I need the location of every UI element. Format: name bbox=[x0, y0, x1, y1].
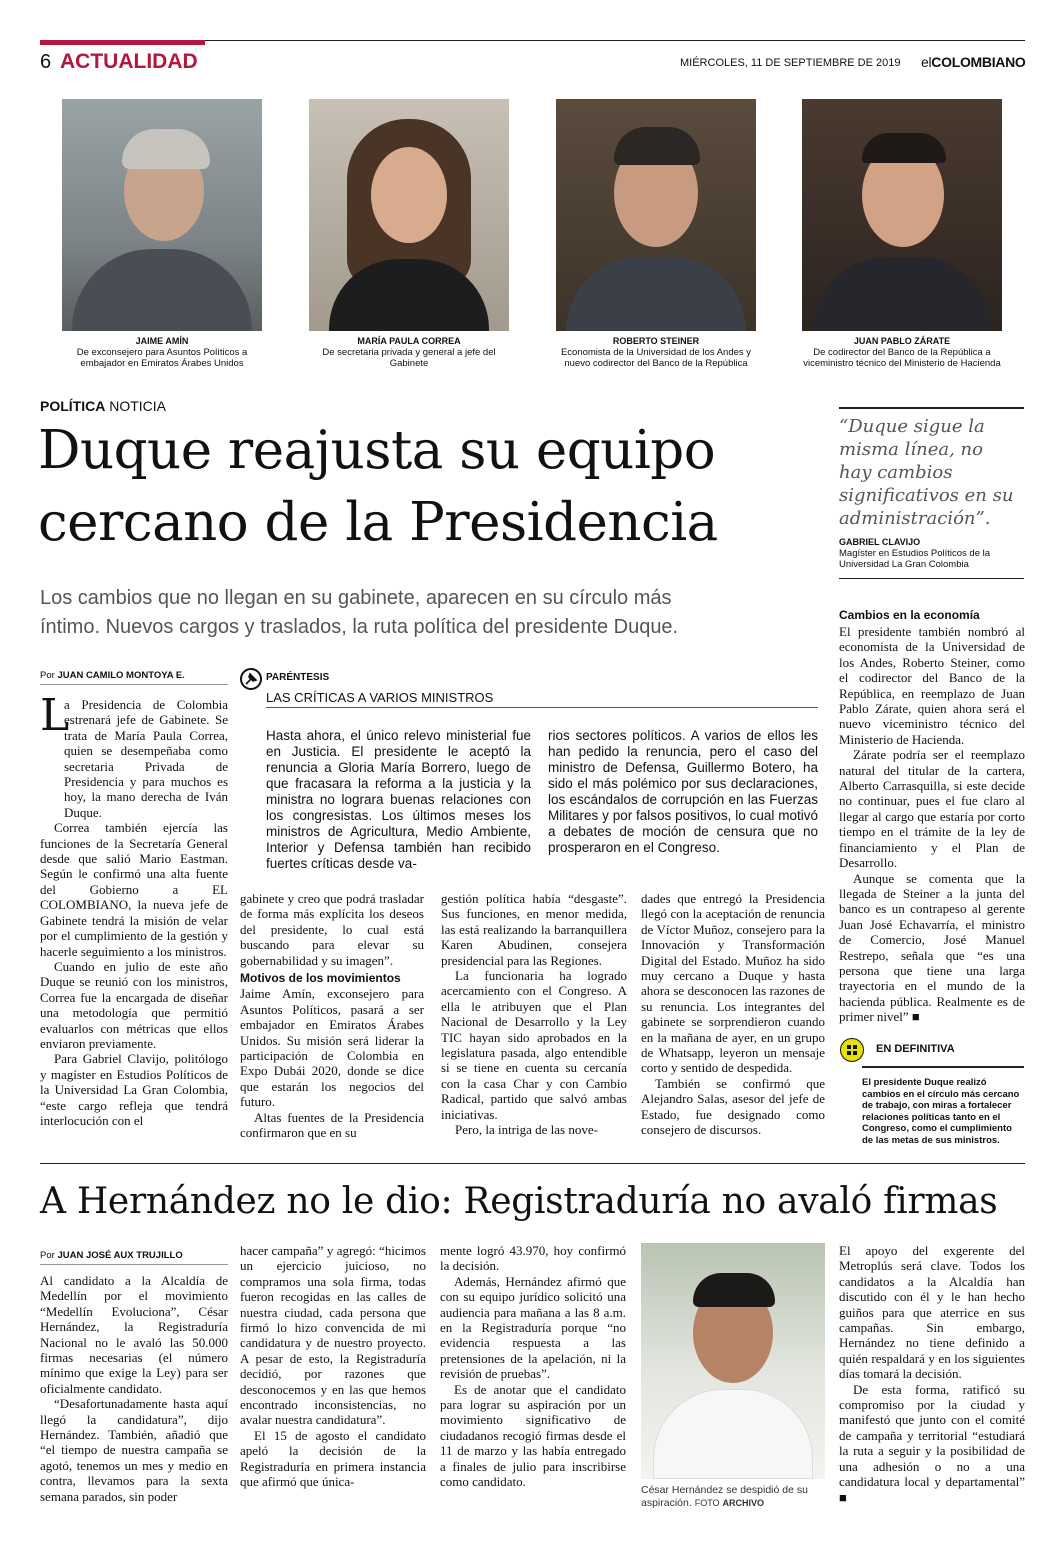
article2-headline: A Hernández no le dio: Registraduría no avaló firmas bbox=[40, 1181, 998, 1222]
kicker-section: POLÍTICA bbox=[40, 398, 106, 414]
article2-paragraph: El apoyo del exgerente del Metroplús será clave. Todos los candidatos a la Alcaldía han discutido con él y le han hecho guiños para que aterrice en sus campañas. Sin embargo, Hernández no tiene definido a quién respaldará y en los siguientes días tomará la decisión. bbox=[839, 1243, 1025, 1382]
article1-paragraph: gestión política había “desgaste”. Sus funciones, en menor medida, las está realizando la barranquillera Karen Abudinen, consejera presidencial para las Regiones. bbox=[441, 891, 627, 968]
article1-paragraph: Jaime Amín, exconsejero para Asuntos Políticos, pasará a ser embajador en Emiratos Árabes Unidos. Su misión será liderar la participación de Colombia en Expo Dubái 2020, donde se dice que estarán los negocios del futuro. bbox=[240, 986, 424, 1110]
byline-rule bbox=[40, 684, 228, 685]
portrait-name-jaime-amin: JAIME AMÍN bbox=[135, 336, 189, 346]
quote-bottom-rule bbox=[839, 578, 1024, 579]
parentesis-title-rule bbox=[266, 707, 818, 708]
deck-line-1: Los cambios que no llegan en su gabinete, aparecen en su círculo más bbox=[40, 587, 672, 609]
article-divider bbox=[40, 1163, 1025, 1164]
candidate-hair bbox=[693, 1273, 775, 1307]
candidate-shirt bbox=[653, 1389, 813, 1479]
portrait-face bbox=[371, 147, 447, 243]
portrait-caption-jaime-amin: De exconsejero para Asuntos Políticos a embajador en Emiratos Árabes Unidos bbox=[76, 347, 248, 369]
article1-column-2 bbox=[240, 891, 424, 1141]
definitiva-text: El presidente Duque realizó cambios en el círculo más cercano de trabajo, con miras a fortalecer relaciones políticas tanto en el Congreso, como el cumplimiento de las metas de sus ministros. bbox=[862, 1077, 1020, 1146]
article2-paragraph: mente logró 43.970, hoy confirmó la decisión. bbox=[440, 1243, 626, 1274]
sidebar-paragraph: Aunque se comenta que la llegada de Steiner a la junta del banco es un contrapeso al gerente Juan José Echavarría, el ministro de Comercio, José Manuel Restrepo, señala que “es una persona que tiene una larga trayectoria en el mundo de la hacienda pública. Realmente es de primer nivel” ■ bbox=[839, 870, 1025, 1025]
headline-line-2: cercano de la Presidencia bbox=[38, 492, 718, 553]
definitiva-icon bbox=[840, 1038, 864, 1062]
candidate-photo-caption bbox=[641, 1484, 825, 1510]
pin-icon bbox=[242, 670, 260, 688]
pull-quote: “Duque sigue la misma línea, no hay cambios significativos en su administración”. bbox=[839, 416, 1014, 529]
page-number: 6 bbox=[40, 51, 52, 73]
quote-author: GABRIEL CLAVIJO bbox=[839, 537, 921, 547]
portrait-photo-roberto-steiner bbox=[556, 99, 756, 331]
article1-paragraph: Altas fuentes de la Presidencia confirmaron que en su bbox=[240, 1109, 424, 1141]
article1-paragraph: También se confirmó que Alejandro Salas, asesor del jefe de Estado, fue designado como consejero de discursos. bbox=[641, 1075, 825, 1138]
masthead-logo-name: COLOMBIANO bbox=[931, 54, 1026, 70]
deck-line-2: íntimo. Nuevos cargos y traslados, la ruta política del presidente Duque. bbox=[40, 616, 679, 638]
quote-top-rule bbox=[839, 407, 1024, 409]
portrait-photo-jaime-amin bbox=[62, 99, 262, 331]
article-kicker bbox=[40, 398, 166, 414]
byline bbox=[40, 670, 185, 681]
portrait-hair bbox=[614, 127, 700, 165]
portrait-name-maria-paula-correa: MARÍA PAULA CORREA bbox=[357, 336, 461, 346]
portrait-photo-juan-pablo-zarate bbox=[802, 99, 1002, 331]
parentesis-paragraph: rios sectores políticos. A varios de ellos les han pedido la renuncia, pero el caso del ministro de Defensa, Guillermo Botero, ha sido el más polémico por sus declaraciones, los escándalos de corrupción en las Fuerzas Militares y por falsos positivos, lo cual motivó a debates de moción de censura que no prosperaron en el Congreso. bbox=[548, 728, 818, 855]
caption-text: César Hernández se despidió de su aspiración. bbox=[641, 1484, 808, 1509]
masthead-logo bbox=[921, 54, 1026, 70]
masthead-logo-prefix: el bbox=[921, 54, 932, 70]
portrait-name-roberto-steiner: ROBERTO STEINER bbox=[612, 336, 700, 346]
sidebar-column bbox=[839, 624, 1025, 1025]
article1-paragraph: Correa también ejercía las funciones de la Secretaría General desde que salió Mario Eastman. Según le confirmó una alta fuente del Gobierno a EL COLOMBIANO, la nueva jefe de Gabinete tendrá la misión de velar por el cumplimiento de la gestión y hacerle seguimiento a los ministros. bbox=[40, 820, 228, 959]
article2-byline-prefix: Por bbox=[40, 1250, 55, 1261]
definitiva-rule bbox=[862, 1066, 1024, 1068]
dropcap: L bbox=[40, 690, 70, 741]
article1-paragraph: La funcionaria ha logrado acercamiento con el Congreso. A ella le atribuyen que el Plan Nacional de Desarrollo y la Ley TIC hayan sido aprobados en la legislatura pasada, algo entendible si se tiene en cuenta su cercanía con la casa Char y con Cambio Radical, partido que salvó ambas iniciativas. bbox=[441, 968, 627, 1122]
section-title: ACTUALIDAD bbox=[60, 50, 198, 73]
byline-author: JUAN CAMILO MONTOYA E. bbox=[57, 670, 185, 681]
header-rule bbox=[205, 40, 1025, 41]
header-accent-bar bbox=[40, 40, 205, 45]
article1-paragraph: dades que entregó la Presidencia llegó con la aceptación de renuncia de Víctor Muñoz, consejero para la Innovación y Transformación Digital del Estado. Muñoz ha sido muy cercano a Duque y hasta ahora se desconocen las razones de su renuncia. Los integrantes del gabinete se sorprendieron cuando en la mañana de ayer, en un grupo de Whatsapp, leyeron un mensaje corto y sentido de despedida. bbox=[641, 891, 825, 1076]
sidebar-paragraph: Zárate podría ser el reemplazo natural del titular de la cartera, Alberto Carrasquilla, si este decide no continuar, pues el fue claro al llegar al cargo que estaría por corto tiempo en el trámite de la ley de financiamiento y el Plan de Desarrollo. bbox=[839, 747, 1025, 871]
article1-paragraph: Pero, la intriga de las nove- bbox=[455, 1122, 598, 1138]
issue-date: MIÉRCOLES, 11 DE SEPTIEMBRE DE 2019 bbox=[680, 57, 901, 69]
parentesis-label: PARÉNTESIS bbox=[266, 672, 330, 683]
article2-paragraph: Además, Hernández afirmó que con su equipo jurídico solicitó una audiencia para mañana a las 8 a.m. en la Registraduría porque “no evidencia respuesta a las pretensiones de la apelación, ni la revisión de pruebas”. bbox=[440, 1273, 626, 1382]
article1-paragraph: gabinete y creo que podrá trasladar de forma más explícita los deseos del presidente, lo cual está buscando para elevar su gobernabilidad y su imagen”. bbox=[240, 891, 424, 968]
article1-subhead: Motivos de los movimientos bbox=[240, 971, 401, 986]
article2-paragraph: “Desafortunadamente hasta aquí llegó la candidatura”, dijo Hernández. También, añadió que “el tiempo de nuestra campaña se agotó, tenemos un mes y medio en contra, llevamos para la sexta semana parados, sin poder bbox=[40, 1396, 228, 1504]
portrait-hair bbox=[862, 133, 946, 163]
article1-column-3 bbox=[441, 891, 627, 1138]
article2-paragraph: hacer campaña” y agregó: “hicimos un ejercicio juicioso, no compramos una sola firma, todas fueron recogidas en las calles de nuestra ciudad, cada persona que firmó lo hizo convencida de mi candidatura y de nuestro proyecto. A pesar de esto, la Registraduría decidió, por razones que desconocemos y en las que hemos encontrado inconsistencias, no avalar nuestra candidatura”. bbox=[240, 1243, 426, 1428]
parentesis-icon bbox=[240, 668, 262, 690]
byline-prefix: Por bbox=[40, 670, 55, 681]
article2-paragraph: Es de anotar que el candidato para lograr su aspiración por un movimiento significativo de ciudadanos recogió firmas desde el 11 de marzo y las había entregado a finales de julio para inscribirse como candidato. bbox=[440, 1381, 626, 1490]
article1-column-1 bbox=[40, 697, 228, 1128]
portrait-name-juan-pablo-zarate: JUAN PABLO ZÁRATE bbox=[853, 336, 951, 346]
article2-paragraph: Al candidato a la Alcaldía de Medellín por el movimiento “Medellín Evoluciona”, César Hernández, la Registraduría Nacional no le avaló las 50.000 firmas necesarias (el número mínimo que exige la Ley) para ser oficialmente candidato. bbox=[40, 1273, 228, 1396]
caption-credit: ARCHIVO bbox=[722, 1498, 764, 1508]
headline-line-1: Duque reajusta su equipo bbox=[38, 420, 716, 481]
portrait-jacket bbox=[566, 257, 746, 331]
article1-paragraph: Para Gabriel Clavijo, politólogo y magíster en Estudios Políticos de la Universidad La Gran Colombia, “este cargo refleja que tendrá interlocución con el bbox=[40, 1051, 228, 1128]
article2-column-5 bbox=[839, 1243, 1025, 1505]
kicker-type: NOTICIA bbox=[109, 398, 167, 414]
portrait-suit bbox=[812, 257, 992, 331]
sidebar-subhead: Cambios en la economía bbox=[839, 608, 980, 622]
quote-author-role: Magíster en Estudios Políticos de la Universidad La Gran Colombia bbox=[839, 548, 991, 570]
article2-byline-author: JUAN JOSÉ AUX TRUJILLO bbox=[57, 1250, 183, 1261]
parentesis-column-2 bbox=[548, 728, 818, 856]
article1-column-4 bbox=[641, 891, 825, 1138]
grid-icon bbox=[841, 1039, 863, 1061]
parentesis-column-1 bbox=[266, 728, 531, 872]
portrait-caption-juan-pablo-zarate: De codirector del Banco de la República a viceministro técnico del Ministerio de Hacienda bbox=[803, 347, 1001, 369]
article2-column-3 bbox=[440, 1243, 626, 1490]
article2-column-2 bbox=[240, 1243, 426, 1490]
definitiva-label: EN DEFINITIVA bbox=[876, 1043, 955, 1055]
article2-column-1 bbox=[40, 1273, 228, 1504]
candidate-photo bbox=[641, 1243, 825, 1479]
portrait-caption-maria-paula-correa: De secretaria privada y general a jefe del Gabinete bbox=[322, 347, 496, 369]
portrait-caption-roberto-steiner: Economista de la Universidad de los Andes y nuevo codirector del Banco de la República bbox=[560, 347, 752, 369]
article2-byline-rule bbox=[40, 1264, 228, 1265]
portrait-photo-maria-paula-correa bbox=[309, 99, 509, 331]
parentesis-paragraph: Hasta ahora, el único relevo ministerial fue en Justicia. El presidente le aceptó la renuncia a Gloria María Borrero, luego de que fracasara la reforma a la justicia y la ministra no lograra buenas relaciones con los congresistas. Los últimos meses los ministros de Agricultura, Medio Ambiente, Interior y Defensa también han recibido fuertes críticas desde va- bbox=[266, 728, 531, 871]
portrait-suit bbox=[72, 249, 252, 331]
sidebar-paragraph: El presidente también nombró al economista de la Universidad de los Andes, Roberto Steiner, como el codirector del Banco de la República, en reemplazo de Juan Pablo Zárate, quien ahora será el nuevo viceministro técnico del Ministerio de Hacienda. bbox=[839, 624, 1025, 747]
parentesis-title: LAS CRÍTICAS A VARIOS MINISTROS bbox=[266, 690, 494, 705]
article1-paragraph: a Presidencia de Colombia estrenará jefe de Gabinete. Se trata de María Paula Correa, quien se desempeñaba como secretaria Privada de Presidencia y para muchos es hoy, la mano derecha de Iván Duque. bbox=[64, 697, 228, 820]
caption-credit-label: FOTO bbox=[694, 1498, 720, 1508]
portrait-hair bbox=[122, 129, 210, 169]
article2-paragraph: De esta forma, ratificó su compromiso por la ciudad y manifestó que junto con el comité de campaña y territorial “estudiará la ruta a seguir y la posibilidad de una adhesión o no a una candidatura local y departamental” ■ bbox=[839, 1381, 1025, 1505]
article1-paragraph: Cuando en julio de este año Duque se reunió con los ministros, Correa fue la encargada de diseñar una metodología que permitió evaluarlos con métricas que ellos enviaron previamente. bbox=[40, 958, 228, 1051]
article2-paragraph: El 15 de agosto el candidato apeló la decisión de la Registraduría en primera instancia que afirmó que única- bbox=[240, 1427, 426, 1490]
article2-byline bbox=[40, 1250, 183, 1261]
